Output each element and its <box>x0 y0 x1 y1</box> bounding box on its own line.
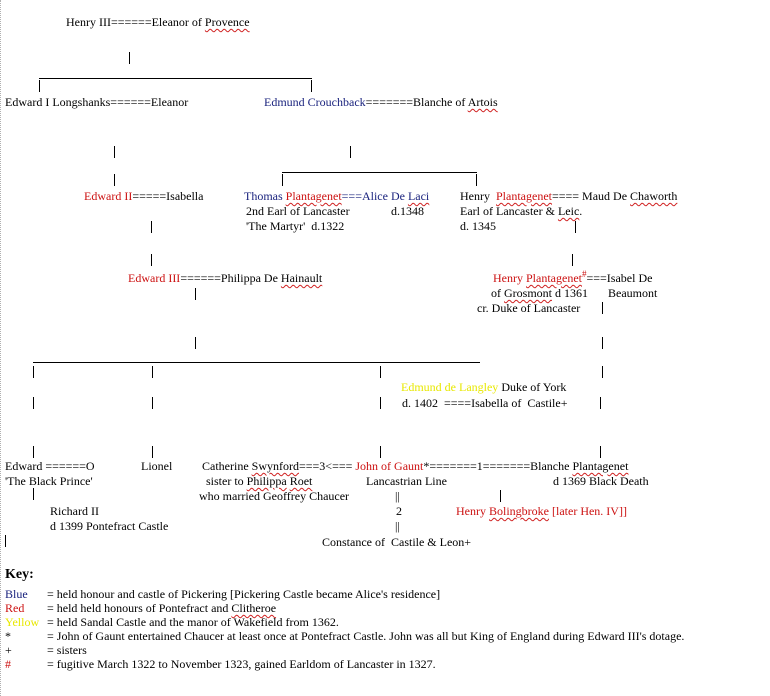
edward-iii-line: Edward III======Philippa De Hainault <box>128 271 323 285</box>
connector <box>151 221 152 233</box>
connector <box>114 146 115 158</box>
connector <box>282 174 283 186</box>
black-prince-title: 'The Black Prince' <box>5 474 93 488</box>
catherine-sister: sister to Philippa Roet <box>206 474 313 488</box>
double-bar: || <box>395 519 400 533</box>
thomas-title: 2nd Earl of Lancaster <box>246 204 350 218</box>
alice-death: d.1348 <box>391 204 424 218</box>
lionel: Lionel <box>141 459 173 473</box>
key-label-yellow: Yellow <box>5 615 40 629</box>
key-text-plus: = sisters <box>47 643 87 657</box>
connector <box>39 80 40 92</box>
catherine-chaucer: who married Geoffrey Chaucer <box>199 489 350 503</box>
connector <box>602 302 603 314</box>
key-label-asterisk: * <box>5 629 11 643</box>
connector <box>311 80 312 92</box>
connector <box>602 337 603 349</box>
john-of-gaunt-line: Catherine Swynford===3<=== John of Gaunt*=======1=======Blanche Plantagenet <box>202 459 629 473</box>
connector <box>33 366 34 378</box>
marriage-two: 2 <box>396 504 402 518</box>
key-text-yellow: = held Sandal Castle and the manor of Wakefield from 1362. <box>47 615 339 629</box>
grosmont-title: of Grosmont d 1361 <box>491 286 588 300</box>
bolingbroke-line: Henry Bolingbroke [later Hen. IV]] <box>456 504 627 518</box>
connector <box>33 362 480 363</box>
key-title: Key: <box>5 567 34 582</box>
edward-ii-line: Edward II=====Isabella <box>84 189 204 203</box>
lancastrian-line: Lancastrian Line <box>366 474 447 488</box>
key-text-red: = held held honours of Pontefract and Clitheroe <box>47 601 277 615</box>
henry-grosmont-line: Henry Plantagenet#===Isabel De <box>493 269 653 285</box>
connector <box>33 446 34 458</box>
thomas-plantagenet-line: Thomas Plantagenet===Alice De Laci <box>244 189 430 203</box>
henry-death: d. 1345 <box>460 219 496 233</box>
connector <box>152 366 153 378</box>
isabel-beaumont: Beaumont <box>608 286 658 300</box>
key-label-hash: # <box>5 657 11 671</box>
edmund-crouchback-line: Edmund Crouchback=======Blanche of Artois <box>264 95 498 109</box>
edward-i-line: Edward I Longshanks======Eleanor <box>5 95 189 109</box>
connector <box>380 397 381 409</box>
double-bar: || <box>395 489 400 503</box>
key-label-plus: + <box>5 643 12 657</box>
page-margin-guide <box>0 0 1 696</box>
thomas-martyr: 'The Martyr' d.1322 <box>246 219 345 233</box>
connector <box>5 535 6 547</box>
edmund-langley-line: Edmund de Langley Duke of York <box>401 380 567 394</box>
key-label-blue: Blue <box>5 587 28 601</box>
connector <box>380 366 381 378</box>
connector <box>33 397 34 409</box>
connector <box>600 397 601 409</box>
black-prince-line: Edward ======O <box>5 459 95 473</box>
henry-title: Earl of Lancaster & Leic. <box>460 204 583 218</box>
connector <box>114 174 115 186</box>
henry-plantagenet-line: Henry Plantagenet==== Maud De Chaworth <box>460 189 678 203</box>
connector <box>152 397 153 409</box>
grosmont-duke: cr. Duke of Lancaster <box>477 301 581 315</box>
connector <box>195 337 196 349</box>
blanche-death: d 1369 Black Death <box>553 474 649 488</box>
key-text-blue: = held honour and castle of Pickering [Pickering Castle became Alice's residence] <box>47 587 441 601</box>
connector <box>380 446 381 458</box>
connector <box>600 446 601 458</box>
richard-ii-death: d 1399 Pontefract Castle <box>50 519 169 533</box>
connector <box>152 446 153 458</box>
key-text-hash: = fugitive March 1322 to November 1323, gained Earldom of Lancaster in 1327. <box>47 657 436 671</box>
connector <box>151 254 152 266</box>
connector <box>575 221 576 233</box>
connector <box>476 174 477 186</box>
connector <box>350 146 351 158</box>
key-label-red: Red <box>5 601 25 615</box>
connector <box>129 52 130 64</box>
langley-marriage: d. 1402 ====Isabella of Castile+ <box>402 396 568 410</box>
connector <box>500 490 501 502</box>
connector <box>572 254 573 266</box>
key-text-asterisk: = John of Gaunt entertained Chaucer at least once at Pontefract Castle. John was all but King of England during Edward III's dotage. <box>47 629 685 643</box>
connector <box>33 488 34 500</box>
henry-iii-line: Henry III======Eleanor of Provence <box>66 15 250 29</box>
connector <box>39 78 312 79</box>
constance: Constance of Castile & Leon+ <box>322 535 472 549</box>
richard-ii: Richard II <box>50 504 99 518</box>
connector <box>602 366 603 378</box>
connector <box>195 288 196 300</box>
connector <box>282 172 477 173</box>
